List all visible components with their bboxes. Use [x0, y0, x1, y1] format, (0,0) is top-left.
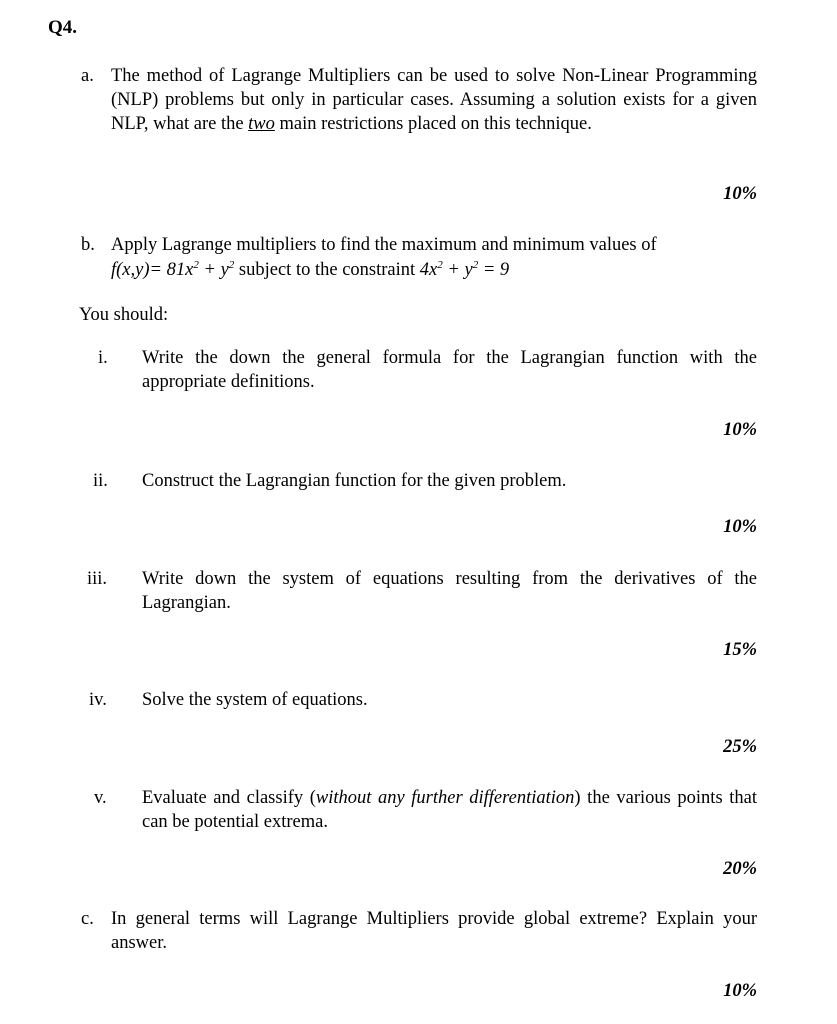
item-iii-label: iii.	[87, 569, 108, 589]
item-ii-marks: 10%	[723, 517, 757, 537]
item-iv-text: Solve the system of equations.	[142, 690, 368, 710]
part-c-text: In general terms will Lagrange Multipliers provide global extreme? Explain your answer.	[111, 909, 757, 953]
part-a-label: a.	[81, 66, 94, 86]
part-b-function	[111, 258, 509, 282]
part-b-intro: Apply Lagrange multipliers to find the maximum and minimum values of	[111, 235, 657, 255]
part-b-label: b.	[81, 235, 95, 255]
question-number: Q4.	[48, 17, 78, 38]
item-i-marks: 10%	[723, 420, 757, 440]
item-iii-text: Write down the system of equations resulting from the derivatives of the Lagrangian.	[142, 569, 757, 613]
part-a-question	[111, 64, 757, 136]
constraint-plus-y: + y	[442, 260, 473, 280]
you-should: You should:	[79, 305, 169, 325]
item-i-label: i.	[98, 348, 108, 368]
item-ii-text: Construct the Lagrangian function for the given problem.	[142, 471, 567, 491]
part-a-text-2: main restrictions placed on this technique.	[274, 114, 592, 134]
item-ii-label: ii.	[93, 471, 108, 491]
part-a-marks: 10%	[723, 184, 757, 204]
item-v-label: v.	[94, 788, 107, 808]
exponent: 2	[228, 259, 235, 271]
item-v-marks: 20%	[723, 859, 757, 879]
item-iv-label: iv.	[89, 690, 107, 710]
item-iii-marks: 15%	[723, 640, 757, 660]
item-v-text	[142, 786, 757, 834]
constraint-rhs: = 9	[478, 260, 510, 280]
item-v-emphasis: without any further differentiation	[315, 788, 575, 808]
exponent: 2	[437, 259, 443, 271]
part-c-label: c.	[81, 909, 94, 929]
subject-to-text: subject to the constraint	[234, 260, 420, 280]
exponent: 2	[193, 259, 199, 271]
function-plus-y: + y	[198, 260, 229, 280]
part-a-emphasis: two	[248, 114, 275, 134]
function-lhs: f(x,y)= 81x	[111, 260, 194, 280]
part-a-text-1: The method of Lagrange Multipliers can be used to solve Non-Linear Programming (NLP) problems but only in particular cases. Assuming a solution exists for a given NLP, what are the	[111, 66, 757, 134]
item-v-text-2: ) the various points that can be potential extrema.	[142, 788, 757, 832]
item-i-text: Write the down the general formula for the Lagrangian function with the appropriate definitions.	[142, 348, 757, 392]
constraint-4x: 4x	[419, 260, 438, 280]
item-iv-marks: 25%	[723, 737, 757, 757]
part-c-marks: 10%	[723, 981, 757, 1001]
exponent: 2	[472, 259, 479, 271]
item-v-text-1: Evaluate and classify (	[142, 788, 316, 808]
